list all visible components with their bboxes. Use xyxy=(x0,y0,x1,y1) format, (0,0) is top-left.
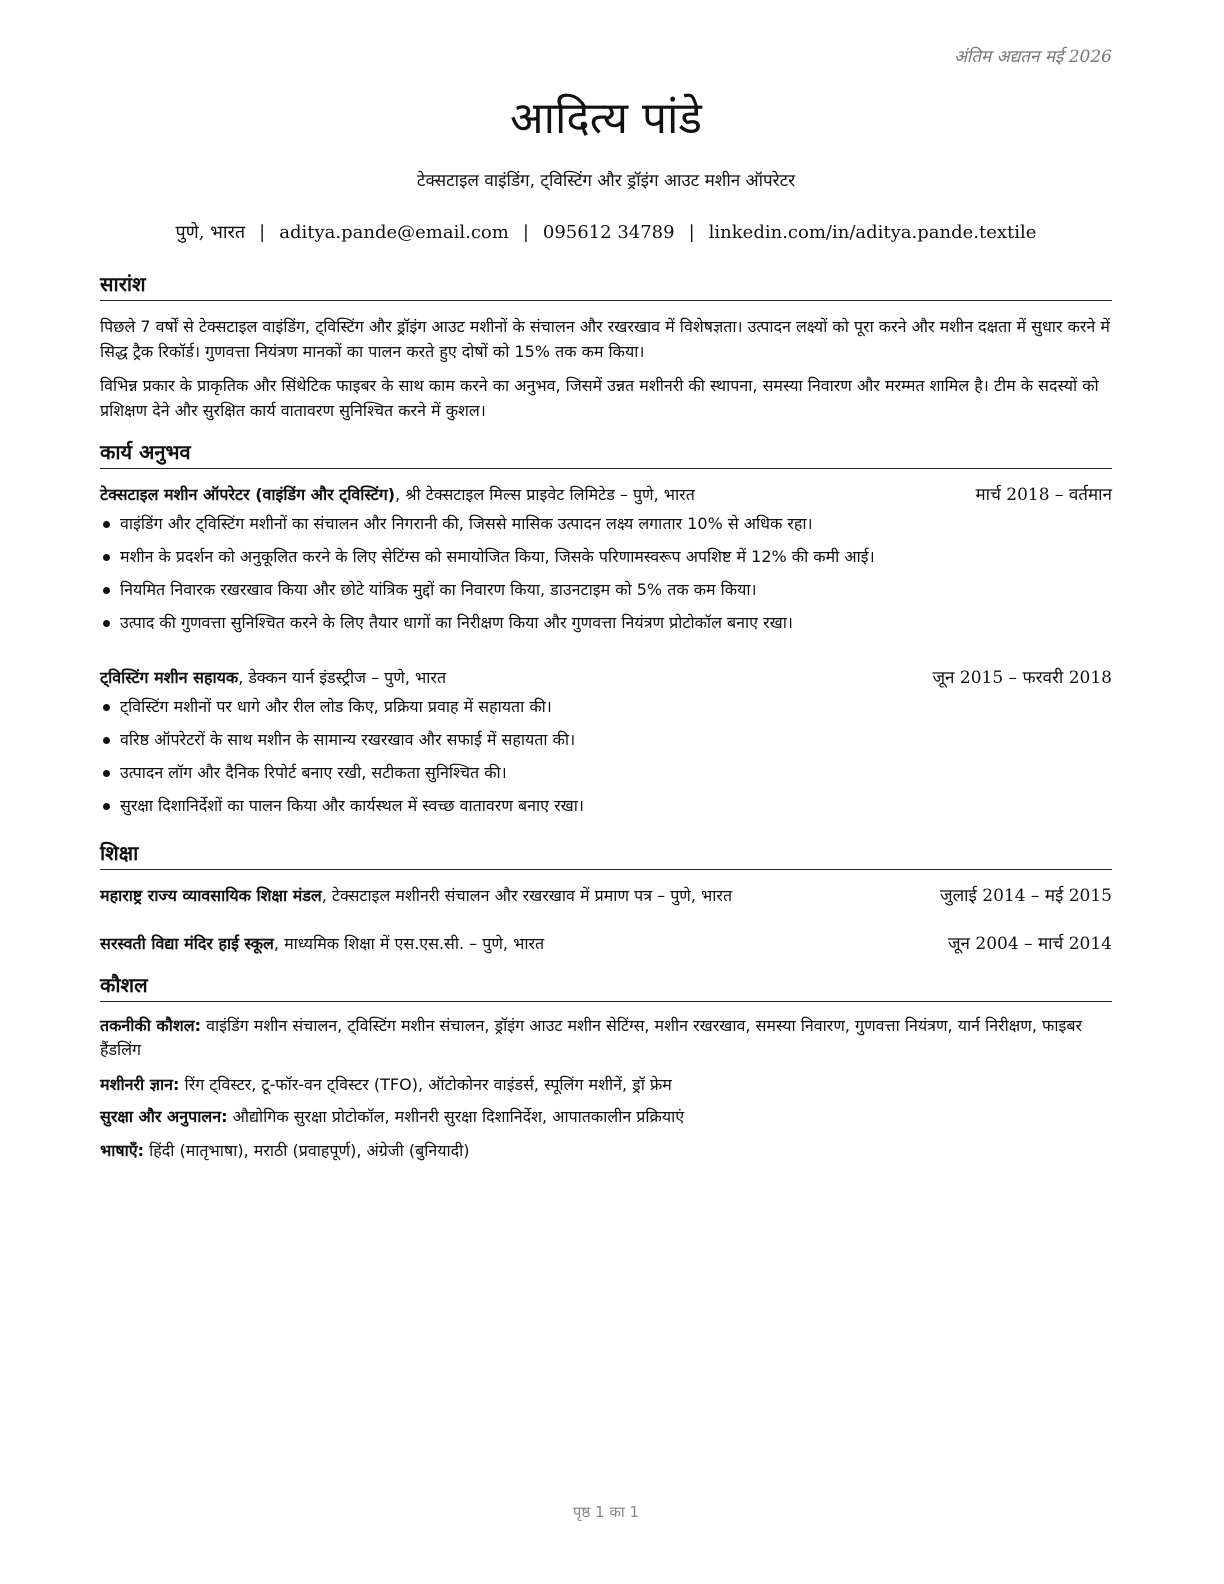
job-dates: जून 2015 – फरवरी 2018 xyxy=(932,668,1112,688)
section-title-summary: सारांश xyxy=(100,270,1112,301)
education-line xyxy=(100,932,544,954)
job-bullets xyxy=(100,513,1112,645)
education-dates: जून 2004 – मार्च 2014 xyxy=(947,934,1112,954)
skill-label: सुरक्षा और अनुपालन: xyxy=(100,1107,228,1126)
contact-phone: 095612 34789 xyxy=(542,222,675,243)
bullet-dot-icon xyxy=(103,770,110,777)
bullet-item: उत्पाद की गुणवत्ता सुनिश्चित करने के लिए तैयार धागों का निरीक्षण किया और गुणवत्ता नियंत्रण प्रोटोकॉल बनाए रखा। xyxy=(100,612,1112,645)
bullet-dot-icon xyxy=(103,554,110,561)
education-dates: जुलाई 2014 – मई 2015 xyxy=(939,886,1112,906)
contact-separator: | xyxy=(688,222,695,243)
resume-page xyxy=(100,0,1112,1584)
bullet-item: वरिष्ठ ऑपरेटरों के साथ मशीन के सामान्य रखरखाव और सफाई में सहायता की। xyxy=(100,729,1112,762)
skill-line xyxy=(100,1014,1116,1062)
contact-separator: | xyxy=(522,222,529,243)
skill-value: रिंग ट्विस्टर, टू-फॉर-वन ट्विस्टर (TFO), ऑटोकोनर वाइंडर्स, स्पूलिंग मशीनें, ड्रॉ फ्रेम xyxy=(179,1075,672,1094)
contact-email[interactable]: aditya.pande@email.com xyxy=(279,222,509,243)
candidate-name: आदित्य पांडे xyxy=(510,93,702,144)
education-institution: महाराष्ट्र राज्य व्यावसायिक शिक्षा मंडल xyxy=(100,886,322,905)
education-detail: , टेक्सटाइल मशीनरी संचालन और रखरखाव में प्रमाण पत्र – पुणे, भारत xyxy=(321,886,733,905)
bullet-dot-icon xyxy=(103,704,110,711)
job-header xyxy=(100,482,1112,505)
skill-value: हिंदी (मातृभाषा), मराठी (प्रवाहपूर्ण), अंग्रेजी (बुनियादी) xyxy=(144,1141,470,1160)
bullet-dot-icon xyxy=(103,587,110,594)
bullet-item: ट्विस्टिंग मशीनों पर धागे और रील लोड किए, प्रक्रिया प्रवाह में सहायता की। xyxy=(100,696,1112,729)
contact-linkedin[interactable]: linkedin.com/in/aditya.pande.textile xyxy=(708,222,1037,243)
job-role: ट्विस्टिंग मशीन सहायक xyxy=(100,668,239,687)
last-updated: अंतिम अद्यतन मई 2026 xyxy=(953,47,1112,67)
skill-line xyxy=(100,1139,1116,1163)
skill-label: मशीनरी ज्ञान: xyxy=(100,1075,180,1094)
skill-line xyxy=(100,1073,1116,1097)
education-line xyxy=(100,884,732,906)
bullet-dot-icon xyxy=(103,737,110,744)
education-detail: , माध्यमिक शिक्षा में एस.एस.सी. – पुणे, भारत xyxy=(273,934,545,953)
skill-value: औद्योगिक सुरक्षा प्रोटोकॉल, मशीनरी सुरक्षा दिशानिर्देश, आपातकालीन प्रक्रियाएं xyxy=(227,1107,685,1126)
contact-line xyxy=(100,220,1112,244)
job-role: टेक्सटाइल मशीन ऑपरेटर (वाइंडिंग और ट्विस्टिंग) xyxy=(100,485,396,504)
education-item xyxy=(100,883,1112,906)
bullet-item: वाइंडिंग और ट्विस्टिंग मशीनों का संचालन और निगरानी की, जिससे मासिक उत्पादन लक्ष्य लगातार 10% से अधिक रहा। xyxy=(100,513,1112,546)
section-title-education: शिक्षा xyxy=(100,839,1112,870)
bullet-item: उत्पादन लॉग और दैनिक रिपोर्ट बनाए रखी, सटीकता सुनिश्चित की। xyxy=(100,762,1112,795)
job-title-line xyxy=(100,483,695,505)
education-institution: सरस्वती विद्या मंदिर हाई स्कूल xyxy=(100,934,274,953)
job-title-line xyxy=(100,666,446,688)
summary-paragraph: विभिन्न प्रकार के प्राकृतिक और सिंथेटिक फाइबर के साथ काम करने का अनुभव, जिसमें उन्नत मशीनरी की स्थापना, समस्या निवारण और मरम्मत शामिल है। टीम के सदस्यों को प्रशिक्षण देने और सुरक्षित कार्य वातावरण सुनिश्चित करने में कुशल। xyxy=(100,376,1099,420)
skill-line xyxy=(100,1105,1116,1129)
bullet-item: सुरक्षा दिशानिर्देशों का पालन किया और कार्यस्थल में स्वच्छ वातावरण बनाए रखा। xyxy=(100,795,1112,828)
job-header xyxy=(100,665,1112,688)
contact-location: पुणे, भारत xyxy=(175,222,246,243)
bullet-dot-icon xyxy=(103,620,110,627)
job-dates: मार्च 2018 – वर्तमान xyxy=(975,485,1112,505)
job-org: , डेक्कन यार्न इंडस्ट्रीज – पुणे, भारत xyxy=(238,668,447,687)
skill-value: वाइंडिंग मशीन संचालन, ट्विस्टिंग मशीन संचालन, ड्रॉइंग आउट मशीन सेटिंग्स, मशीन रखरखाव, समस्या निवारण, गुणवत्ता नियंत्रण, यार्न निरीक्षण, फाइबर हैंडलिंग xyxy=(100,1016,1083,1059)
bullet-item: मशीन के प्रदर्शन को अनुकूलित करने के लिए सेटिंग्स को समायोजित किया, जिसके परिणामस्वरूप अपशिष्ट में 12% की कमी आई। xyxy=(100,546,1112,579)
headline: टेक्सटाइल वाइंडिंग, ट्विस्टिंग और ड्रॉइंग आउट मशीन ऑपरेटर xyxy=(416,171,796,191)
bullet-dot-icon xyxy=(103,803,110,810)
contact-separator: | xyxy=(259,222,266,243)
skill-label: तकनीकी कौशल: xyxy=(100,1016,201,1035)
job-bullets xyxy=(100,696,1112,828)
skill-label: भाषाएँ: xyxy=(100,1141,145,1160)
bullet-item: नियमित निवारक रखरखाव किया और छोटे यांत्रिक मुद्दों का निवारण किया, डाउनटाइम को 5% तक कम किया। xyxy=(100,579,1112,612)
section-title-experience: कार्य अनुभव xyxy=(100,438,1112,469)
page-number: पृष्ठ 1 का 1 xyxy=(572,1503,640,1521)
section-title-skills: कौशल xyxy=(100,971,1112,1002)
job-org: , श्री टेक्सटाइल मिल्स प्राइवेट लिमिटेड – पुणे, भारत xyxy=(395,485,695,504)
summary-paragraph: पिछले 7 वर्षों से टेक्सटाइल वाइंडिंग, ट्विस्टिंग और ड्रॉइंग आउट मशीनों के संचालन और रखरखाव में विशेषज्ञता। उत्पादन लक्ष्यों को पूरा करने और मशीन दक्षता में सुधार करने में सिद्ध ट्रैक रिकॉर्ड। गुणवत्ता नियंत्रण मानकों का पालन करते हुए दोषों को 15% तक कम किया। xyxy=(100,317,1110,361)
education-item xyxy=(100,931,1112,954)
bullet-dot-icon xyxy=(103,521,110,528)
